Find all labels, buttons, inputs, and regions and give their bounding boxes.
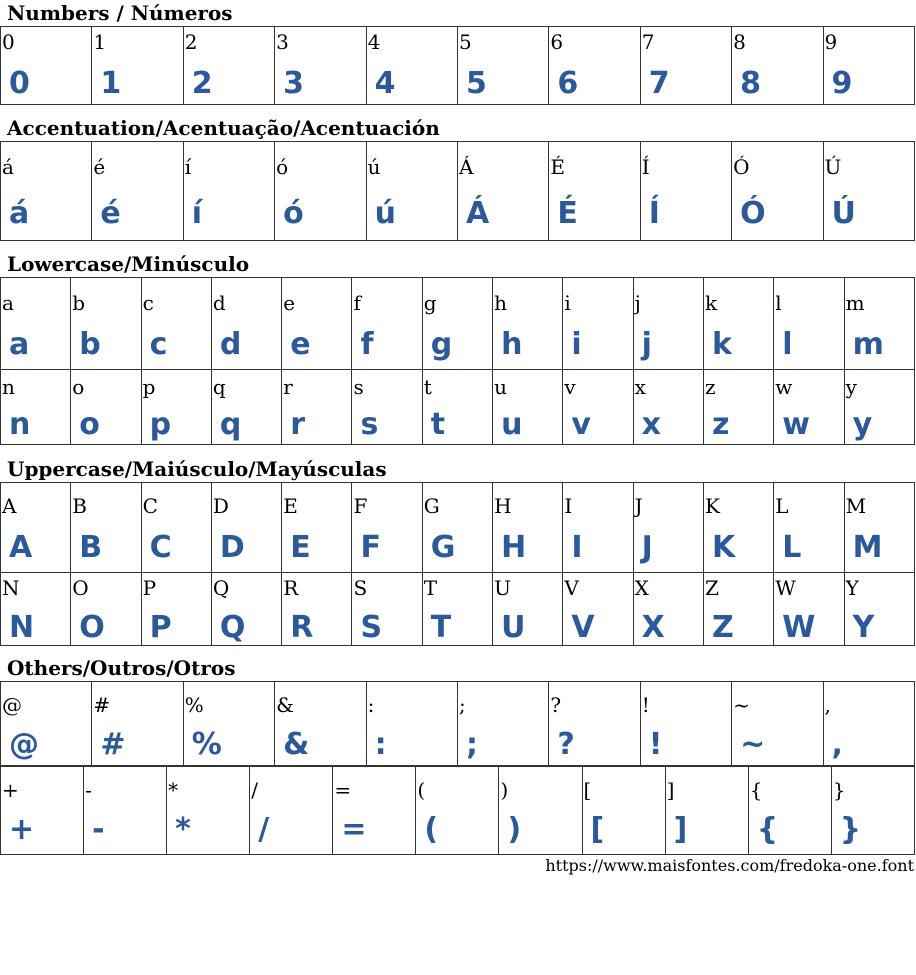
glyph-cell: [211, 278, 281, 370]
glyph-sample: f: [360, 327, 375, 362]
glyph-cell: [141, 278, 211, 370]
glyph-cell: [665, 767, 748, 855]
glyph-sample: Y: [852, 610, 876, 645]
glyph-cell: [84, 767, 167, 855]
glyph-sample: 2: [191, 66, 214, 101]
glyph-label: k: [704, 291, 718, 315]
glyph-label: ;: [458, 693, 466, 717]
glyph-sample: ú: [374, 196, 397, 231]
glyph-sample: :: [374, 727, 388, 762]
glyph-label: a: [2, 291, 14, 315]
glyph-cell: [640, 27, 731, 105]
glyph-sample: L: [782, 530, 803, 565]
glyph-sample: 9: [831, 66, 854, 101]
glyph-sample: Í: [648, 196, 661, 231]
glyph-sample: O: [79, 610, 106, 645]
glyph-label: H: [494, 494, 512, 518]
glyph-sample: e: [290, 327, 312, 362]
glyph-sample: ]: [673, 812, 689, 847]
glyph-sample: @: [9, 727, 40, 762]
glyph-cell: [748, 767, 831, 855]
glyph-sample: I: [571, 530, 584, 565]
glyph-label: Á: [458, 155, 474, 179]
section-title-others: Others/Outros/Otros: [7, 656, 236, 680]
glyph-sample: V: [571, 610, 596, 645]
glyph-cell: [352, 483, 422, 573]
glyph-cell: [582, 767, 665, 855]
glyph-sample: J: [641, 530, 654, 565]
glyph-label: 8: [733, 30, 746, 54]
glyph-cell: [71, 573, 141, 646]
glyph-cell: [352, 278, 422, 370]
glyph-sample: j: [641, 327, 653, 362]
glyph-sample: 5: [465, 66, 488, 101]
source-url[interactable]: https://www.maisfontes.com/fredoka-one.font: [545, 856, 914, 875]
glyph-cell: [703, 278, 773, 370]
glyph-label: /: [251, 778, 258, 802]
glyph-label: %: [184, 693, 204, 717]
glyph-sample: -: [92, 812, 106, 847]
glyph-sample: í: [191, 196, 204, 231]
glyph-sample: 6: [557, 66, 580, 101]
glyph-label: h: [494, 291, 507, 315]
glyph-sample: ?: [557, 727, 576, 762]
glyph-cell: [211, 370, 281, 445]
glyph-label: v: [564, 375, 576, 399]
glyph-sample: [: [590, 812, 606, 847]
glyph-label: @: [2, 693, 22, 717]
glyph-label: 2: [184, 30, 198, 54]
glyph-sample: n: [9, 407, 32, 442]
glyph-label: x: [634, 375, 646, 399]
glyph-cell: [183, 27, 274, 105]
glyph-label: C: [142, 494, 158, 518]
glyph-sample: N: [9, 610, 36, 645]
glyph-label: #: [93, 693, 111, 717]
glyph-cell: [633, 278, 703, 370]
grid-uppercase: [0, 482, 915, 646]
glyph-cell: [416, 767, 499, 855]
section-title-uppercase: Uppercase/Maiúsculo/Mayúsculas: [7, 457, 387, 481]
glyph-label: A: [2, 494, 17, 518]
glyph-label: Y: [845, 576, 859, 600]
glyph-cell: [422, 370, 492, 445]
glyph-sample: +: [9, 812, 36, 847]
glyph-label: N: [2, 576, 20, 600]
glyph-sample: E: [290, 530, 312, 565]
glyph-cell: [549, 142, 640, 241]
glyph-sample: i: [571, 327, 583, 362]
glyph-sample: 0: [9, 66, 31, 101]
section-title-numbers: Numbers / Números: [7, 1, 233, 25]
glyph-sample: y: [852, 407, 874, 442]
glyph-label: T: [423, 576, 438, 600]
glyph-label: s: [353, 375, 364, 399]
glyph-cell: [499, 767, 582, 855]
glyph-sample: 4: [374, 66, 397, 101]
glyph-sample: ~: [740, 727, 767, 762]
glyph-label: O: [72, 576, 89, 600]
glyph-cell: [549, 682, 640, 766]
glyph-label: R: [283, 576, 299, 600]
glyph-cell: [282, 278, 352, 370]
glyph-sample: F: [360, 530, 382, 565]
glyph-label: ó: [276, 155, 289, 179]
glyph-sample: W: [782, 610, 817, 645]
glyph-sample: b: [79, 327, 102, 362]
glyph-label: 5: [458, 30, 472, 54]
glyph-cell: [167, 767, 250, 855]
glyph-label: E: [283, 494, 298, 518]
glyph-sample: o: [79, 407, 101, 442]
glyph-label: 4: [367, 30, 381, 54]
glyph-label: &: [276, 693, 294, 717]
glyph-cell: [844, 573, 914, 646]
glyph-cell: [366, 142, 457, 241]
glyph-label: É: [550, 155, 565, 179]
glyph-sample: Z: [711, 610, 735, 645]
glyph-label: =: [334, 778, 352, 802]
glyph-sample: á: [9, 196, 31, 231]
grid-numbers: [0, 26, 915, 105]
glyph-cell: [366, 682, 457, 766]
glyph-label: !: [641, 693, 650, 717]
glyph-label: ~: [733, 693, 750, 717]
glyph-label: 0: [2, 30, 15, 54]
glyph-sample: S: [360, 610, 384, 645]
glyph-cell: [92, 682, 183, 766]
glyph-sample: A: [9, 530, 34, 565]
glyph-cell: [640, 682, 731, 766]
glyph-sample: !: [648, 727, 664, 762]
glyph-sample: p: [149, 407, 173, 442]
glyph-label: ?: [550, 693, 562, 717]
glyph-sample: Ó: [740, 196, 767, 231]
glyph-cell: [732, 27, 823, 105]
glyph-sample: D: [219, 530, 246, 565]
glyph-sample: 7: [648, 66, 671, 101]
glyph-cell: [493, 278, 563, 370]
glyph-cell: [183, 142, 274, 241]
glyph-cell: [774, 483, 844, 573]
glyph-sample: k: [711, 327, 733, 362]
glyph-cell: [774, 370, 844, 445]
glyph-label: [: [583, 778, 592, 802]
glyph-cell: [141, 573, 211, 646]
glyph-label: Í: [641, 155, 650, 179]
glyph-label: j: [634, 291, 641, 315]
glyph-cell: [422, 483, 492, 573]
glyph-cell: [71, 370, 141, 445]
glyph-cell: [71, 278, 141, 370]
glyph-label: 9: [824, 30, 838, 54]
glyph-label: U: [494, 576, 511, 600]
glyph-cell: [352, 370, 422, 445]
glyph-label: ]: [666, 778, 675, 802]
glyph-label: {: [749, 778, 763, 802]
glyph-cell: [250, 767, 333, 855]
glyph-label: B: [72, 494, 87, 518]
glyph-label: -: [85, 778, 92, 802]
glyph-cell: [422, 278, 492, 370]
glyph-sample: q: [219, 407, 243, 442]
glyph-label: í: [184, 155, 192, 179]
glyph-label: V: [564, 576, 579, 600]
glyph-label: *: [168, 778, 179, 802]
glyph-label: S: [353, 576, 368, 600]
glyph-label: G: [423, 494, 440, 518]
glyph-sample: {: [756, 812, 780, 847]
glyph-cell: [333, 767, 416, 855]
glyph-label: l: [775, 291, 782, 315]
glyph-label: P: [142, 576, 157, 600]
glyph-cell: [422, 573, 492, 646]
glyph-cell: [844, 370, 914, 445]
glyph-label: 1: [93, 30, 107, 54]
glyph-label: 3: [276, 30, 289, 54]
glyph-sample: H: [501, 530, 528, 565]
glyph-label: d: [212, 291, 226, 315]
glyph-label: L: [775, 494, 789, 518]
glyph-sample: K: [711, 530, 737, 565]
glyph-label: á: [2, 155, 14, 179]
glyph-cell: [1, 142, 92, 241]
glyph-cell: [457, 142, 548, 241]
glyph-sample: Q: [219, 610, 247, 645]
glyph-sample: /: [258, 812, 271, 847]
glyph-cell: [282, 573, 352, 646]
glyph-cell: [282, 370, 352, 445]
glyph-cell: [703, 370, 773, 445]
glyph-label: e: [283, 291, 296, 315]
glyph-label: q: [212, 375, 226, 399]
glyph-label: I: [564, 494, 573, 518]
glyph-cell: [703, 483, 773, 573]
glyph-cell: [732, 682, 823, 766]
glyph-cell: [493, 573, 563, 646]
glyph-cell: [563, 573, 633, 646]
glyph-label: i: [564, 291, 571, 315]
glyph-cell: [823, 682, 914, 766]
glyph-sample: P: [149, 610, 173, 645]
glyph-cell: [1, 370, 71, 445]
glyph-cell: [457, 682, 548, 766]
glyph-sample: (: [424, 812, 440, 847]
glyph-sample: T: [430, 610, 453, 645]
glyph-sample: r: [290, 407, 306, 442]
glyph-cell: [71, 483, 141, 573]
glyph-cell: [275, 682, 366, 766]
glyph-label: D: [212, 494, 229, 518]
glyph-cell: [823, 27, 914, 105]
grid-others-1: [0, 681, 915, 766]
glyph-cell: [703, 573, 773, 646]
glyph-sample: z: [711, 407, 731, 442]
glyph-cell: [549, 27, 640, 105]
glyph-cell: [1, 27, 92, 105]
glyph-label: X: [634, 576, 649, 600]
glyph-sample: G: [430, 530, 457, 565]
glyph-label: g: [423, 291, 437, 315]
glyph-label: J: [634, 494, 643, 518]
grid-lowercase: [0, 277, 915, 445]
glyph-label: F: [353, 494, 368, 518]
glyph-sample: c: [149, 327, 169, 362]
glyph-cell: [493, 370, 563, 445]
grid-accents: [0, 141, 915, 241]
glyph-cell: [183, 682, 274, 766]
glyph-cell: [844, 278, 914, 370]
glyph-sample: M: [852, 530, 884, 565]
glyph-sample: &: [283, 727, 311, 762]
glyph-label: M: [845, 494, 867, 518]
glyph-label: m: [845, 291, 865, 315]
glyph-sample: X: [641, 610, 666, 645]
glyph-sample: l: [782, 327, 794, 362]
glyph-sample: a: [9, 327, 31, 362]
glyph-cell: [1, 483, 71, 573]
glyph-label: ú: [367, 155, 381, 179]
glyph-label: w: [775, 375, 793, 399]
glyph-cell: [275, 27, 366, 105]
glyph-sample: =: [341, 812, 368, 847]
grid-others-2: [0, 766, 915, 855]
glyph-sample: ó: [283, 196, 305, 231]
glyph-sample: m: [852, 327, 885, 362]
glyph-label: p: [142, 375, 156, 399]
glyph-label: o: [72, 375, 85, 399]
glyph-label: f: [353, 291, 361, 315]
glyph-cell: [493, 483, 563, 573]
glyph-label: ): [500, 778, 509, 802]
glyph-sample: v: [571, 407, 592, 442]
glyph-label: é: [93, 155, 106, 179]
glyph-sample: u: [501, 407, 524, 442]
glyph-cell: [275, 142, 366, 241]
glyph-sample: g: [430, 327, 454, 362]
glyph-sample: x: [641, 407, 663, 442]
glyph-cell: [823, 142, 914, 241]
glyph-sample: U: [501, 610, 527, 645]
glyph-cell: [774, 278, 844, 370]
glyph-cell: [633, 483, 703, 573]
glyph-label: z: [704, 375, 716, 399]
glyph-sample: Á: [465, 196, 491, 231]
glyph-cell: [1, 278, 71, 370]
glyph-sample: ): [507, 812, 523, 847]
glyph-label: n: [2, 375, 15, 399]
glyph-sample: 1: [100, 66, 123, 101]
glyph-label: :: [367, 693, 375, 717]
glyph-sample: %: [191, 727, 223, 762]
glyph-sample: *: [175, 812, 192, 847]
glyph-label: Z: [704, 576, 719, 600]
glyph-cell: [1, 573, 71, 646]
glyph-label: ,: [824, 693, 831, 717]
glyph-label: Q: [212, 576, 230, 600]
section-title-lowercase: Lowercase/Minúsculo: [7, 252, 250, 276]
glyph-sample: d: [219, 327, 243, 362]
glyph-sample: ,: [831, 727, 844, 762]
glyph-sample: t: [430, 407, 447, 442]
glyph-label: r: [283, 375, 293, 399]
glyph-label: 7: [641, 30, 655, 54]
glyph-sample: ;: [465, 727, 479, 762]
glyph-cell: [1, 767, 84, 855]
glyph-label: W: [775, 576, 796, 600]
glyph-label: +: [2, 778, 19, 802]
glyph-cell: [352, 573, 422, 646]
glyph-sample: é: [100, 196, 122, 231]
glyph-sample: R: [290, 610, 315, 645]
glyph-sample: h: [501, 327, 524, 362]
glyph-label: }: [832, 778, 846, 802]
glyph-cell: [211, 573, 281, 646]
glyph-label: Ú: [824, 155, 842, 179]
glyph-label: y: [845, 375, 857, 399]
glyph-cell: [774, 573, 844, 646]
glyph-cell: [1, 682, 92, 766]
glyph-sample: s: [360, 407, 380, 442]
glyph-label: (: [417, 778, 426, 802]
glyph-cell: [633, 370, 703, 445]
glyph-cell: [211, 483, 281, 573]
glyph-cell: [282, 483, 352, 573]
glyph-cell: [831, 767, 914, 855]
glyph-cell: [563, 278, 633, 370]
glyph-cell: [141, 370, 211, 445]
glyph-sample: C: [149, 530, 173, 565]
glyph-sample: Ú: [831, 196, 857, 231]
glyph-label: c: [142, 291, 154, 315]
glyph-label: b: [72, 291, 86, 315]
glyph-cell: [563, 483, 633, 573]
glyph-sample: 8: [740, 66, 762, 101]
glyph-sample: }: [839, 812, 863, 847]
glyph-sample: B: [79, 530, 104, 565]
glyph-cell: [366, 27, 457, 105]
glyph-label: 6: [550, 30, 564, 54]
glyph-cell: [92, 142, 183, 241]
glyph-sample: É: [557, 196, 579, 231]
glyph-cell: [563, 370, 633, 445]
glyph-label: t: [423, 375, 432, 399]
glyph-label: K: [704, 494, 720, 518]
glyph-sample: #: [100, 727, 127, 762]
section-title-accents: Accentuation/Acentuação/Acentuación: [7, 116, 440, 140]
glyph-sample: 3: [283, 66, 306, 101]
glyph-label: Ó: [733, 155, 750, 179]
glyph-cell: [732, 142, 823, 241]
glyph-cell: [640, 142, 731, 241]
glyph-sample: w: [782, 407, 811, 442]
glyph-cell: [141, 483, 211, 573]
glyph-cell: [92, 27, 183, 105]
glyph-cell: [633, 573, 703, 646]
glyph-cell: [844, 483, 914, 573]
glyph-cell: [457, 27, 548, 105]
glyph-label: u: [494, 375, 507, 399]
